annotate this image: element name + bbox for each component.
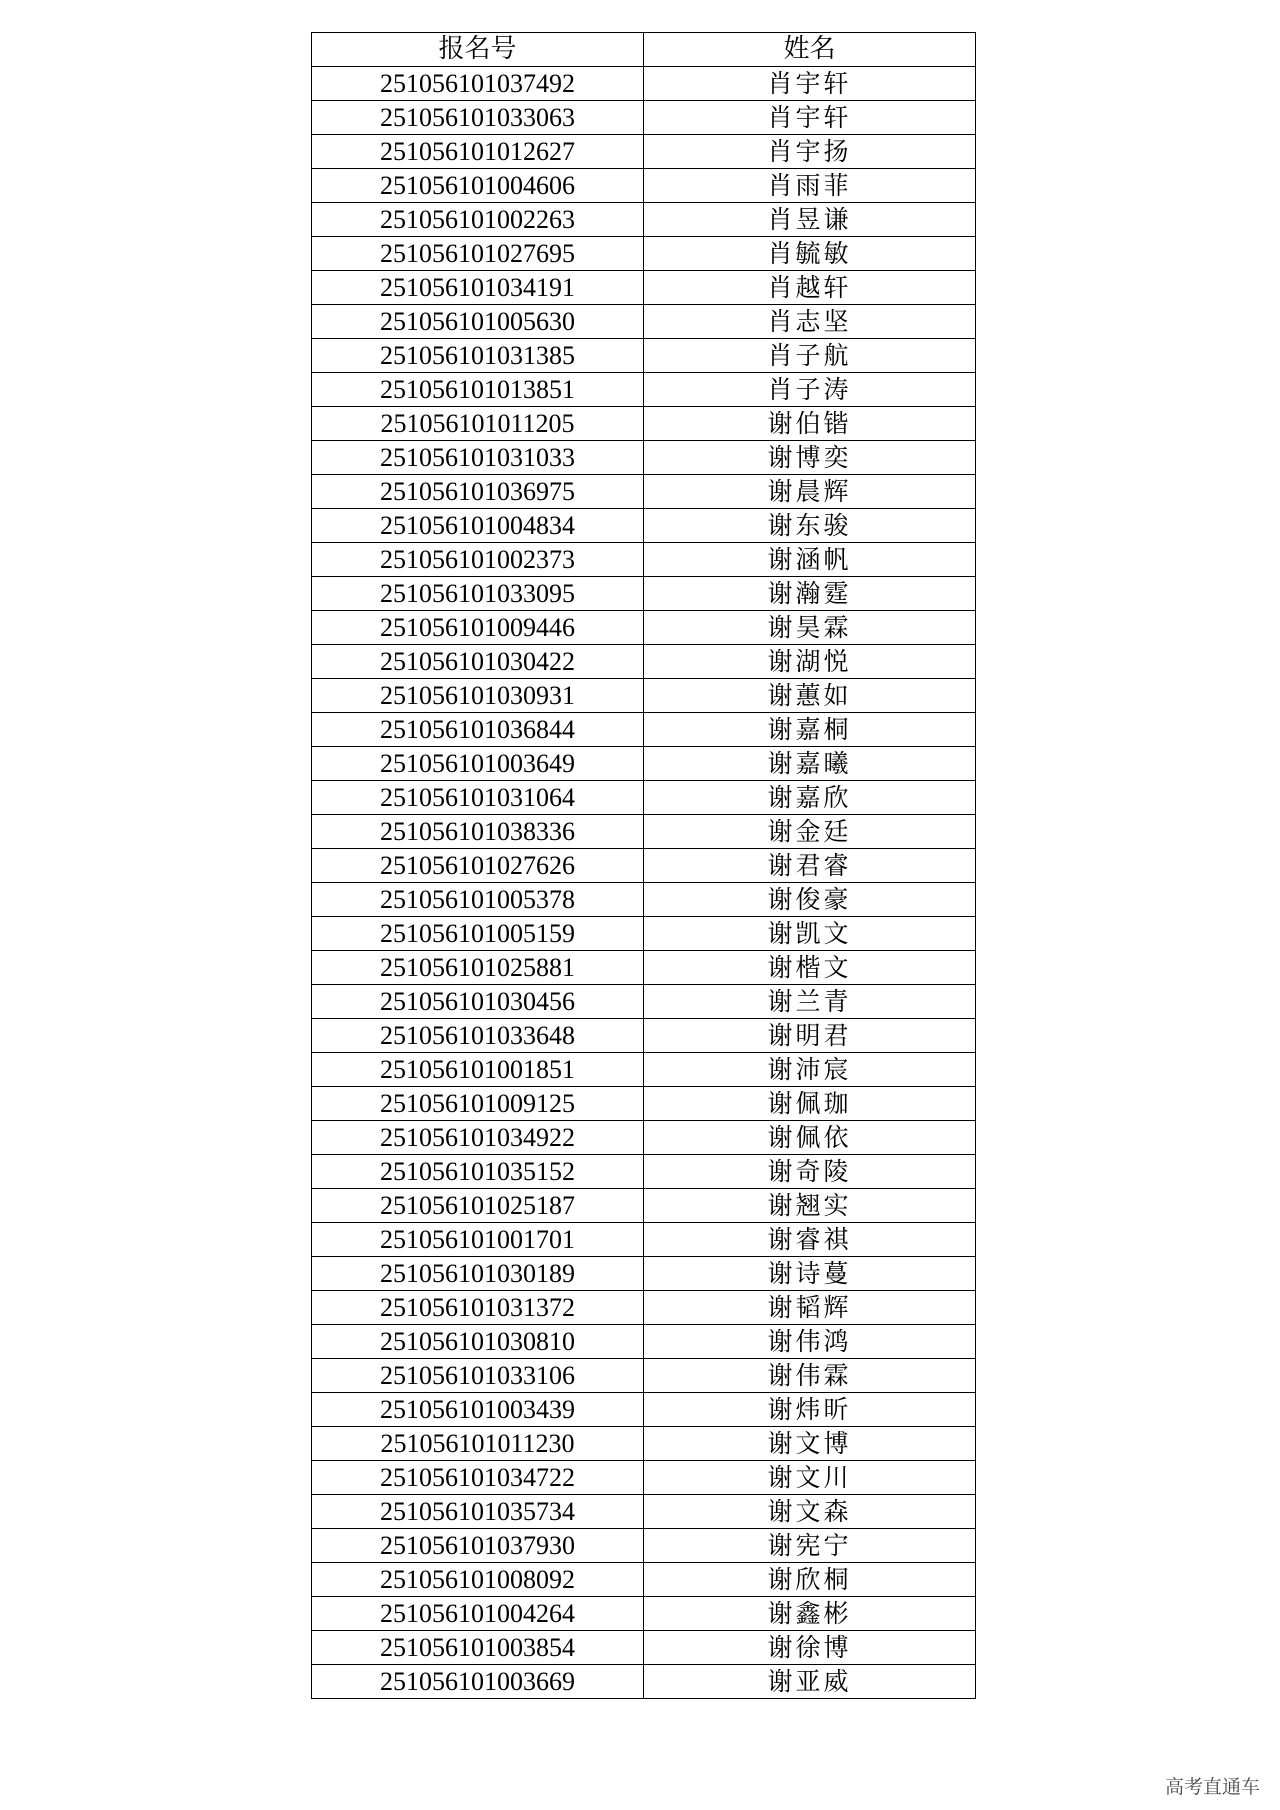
name-cell: 谢文川 [644,1461,976,1495]
name-cell: 谢翘实 [644,1189,976,1223]
table-row [312,1325,976,1359]
registration-number-cell: 251056101034191 [312,271,644,305]
table-row [312,849,976,883]
registration-number-cell: 251056101003854 [312,1631,644,1665]
registration-number-cell: 251056101031033 [312,441,644,475]
name-cell: 肖越轩 [644,271,976,305]
registration-number-cell: 251056101031385 [312,339,644,373]
name-cell: 谢鑫彬 [644,1597,976,1631]
table-header-row [312,33,976,67]
registration-number-cell: 251056101003669 [312,1665,644,1699]
name-cell: 肖宇轩 [644,101,976,135]
table-row [312,407,976,441]
table-row [312,67,976,101]
registration-number-cell: 251056101030810 [312,1325,644,1359]
name-cell: 谢金廷 [644,815,976,849]
registration-number-cell: 251056101034922 [312,1121,644,1155]
name-cell: 谢诗蔓 [644,1257,976,1291]
registration-number-cell: 251056101005159 [312,917,644,951]
name-cell: 谢嘉曦 [644,747,976,781]
table-row [312,815,976,849]
name-cell: 谢文森 [644,1495,976,1529]
registration-number-cell: 251056101033648 [312,1019,644,1053]
table-row [312,305,976,339]
table-row [312,237,976,271]
registration-number-cell: 251056101025187 [312,1189,644,1223]
table-row [312,747,976,781]
registration-number-cell: 251056101037930 [312,1529,644,1563]
name-cell: 谢蕙如 [644,679,976,713]
table-row [312,1665,976,1699]
name-cell: 谢欣桐 [644,1563,976,1597]
name-cell: 谢楷文 [644,951,976,985]
registration-number-cell: 251056101003649 [312,747,644,781]
table-row [312,1495,976,1529]
name-cell: 谢徐博 [644,1631,976,1665]
name-cell: 谢嘉欣 [644,781,976,815]
watermark-text: 高考直通车 [1164,1776,1260,1798]
registration-number-cell: 251056101033095 [312,577,644,611]
registration-number-cell: 251056101011205 [312,407,644,441]
registration-number-cell: 251056101037492 [312,67,644,101]
name-cell: 谢昊霖 [644,611,976,645]
registration-number-cell: 251056101005378 [312,883,644,917]
table-row [312,679,976,713]
name-cell: 谢宪宁 [644,1529,976,1563]
name-cell: 肖雨菲 [644,169,976,203]
name-cell: 谢睿祺 [644,1223,976,1257]
table-row [312,1291,976,1325]
table-row [312,1155,976,1189]
name-cell: 肖子涛 [644,373,976,407]
name-cell: 肖志坚 [644,305,976,339]
table-row [312,339,976,373]
name-cell: 谢伯锴 [644,407,976,441]
table-row [312,1121,976,1155]
table-row [312,611,976,645]
table-row [312,1631,976,1665]
table-row [312,1393,976,1427]
name-cell: 谢涵帆 [644,543,976,577]
table-row [312,373,976,407]
registration-table [311,32,976,1699]
name-cell: 谢兰青 [644,985,976,1019]
table-row [312,985,976,1019]
registration-number-cell: 251056101035734 [312,1495,644,1529]
table-row [312,645,976,679]
table-body [312,67,976,1699]
table-row [312,271,976,305]
name-cell: 谢君睿 [644,849,976,883]
name-cell: 肖宇扬 [644,135,976,169]
registration-number-cell: 251056101004606 [312,169,644,203]
table-row [312,1427,976,1461]
table-row [312,1529,976,1563]
registration-number-cell: 251056101036844 [312,713,644,747]
registration-number-cell: 251056101027626 [312,849,644,883]
name-cell: 谢亚威 [644,1665,976,1699]
table-row [312,475,976,509]
registration-number-cell: 251056101038336 [312,815,644,849]
registration-number-cell: 251056101031064 [312,781,644,815]
registration-number-cell: 251056101008092 [312,1563,644,1597]
name-cell: 谢凯文 [644,917,976,951]
registration-number-cell: 251056101033063 [312,101,644,135]
registration-number-cell: 251056101030189 [312,1257,644,1291]
name-cell: 谢伟鸿 [644,1325,976,1359]
name-cell: 肖宇轩 [644,67,976,101]
name-cell: 谢奇陵 [644,1155,976,1189]
name-cell: 肖毓敏 [644,237,976,271]
registration-number-cell: 251056101011230 [312,1427,644,1461]
registration-number-cell: 251056101002263 [312,203,644,237]
registration-number-cell: 251056101002373 [312,543,644,577]
name-cell: 谢伟霖 [644,1359,976,1393]
table-row [312,1461,976,1495]
registration-number-cell: 251056101035152 [312,1155,644,1189]
registration-number-cell: 251056101030931 [312,679,644,713]
table-row [312,1257,976,1291]
name-cell: 谢嘉桐 [644,713,976,747]
table-row [312,543,976,577]
table-row [312,713,976,747]
table-row [312,169,976,203]
name-cell: 谢佩珈 [644,1087,976,1121]
name-cell: 谢韬辉 [644,1291,976,1325]
name-cell: 谢炜昕 [644,1393,976,1427]
name-cell: 肖子航 [644,339,976,373]
registration-number-cell: 251056101003439 [312,1393,644,1427]
registration-number-cell: 251056101030456 [312,985,644,1019]
registration-number-cell: 251056101030422 [312,645,644,679]
name-cell: 谢博奕 [644,441,976,475]
registration-number-cell: 251056101001701 [312,1223,644,1257]
table-row [312,1019,976,1053]
table-row [312,101,976,135]
table-row [312,1359,976,1393]
table-row [312,135,976,169]
registration-number-cell: 251056101036975 [312,475,644,509]
registration-number-cell: 251056101033106 [312,1359,644,1393]
table-row [312,441,976,475]
registration-number-cell: 251056101034722 [312,1461,644,1495]
table-row [312,781,976,815]
table-row [312,1053,976,1087]
table-row [312,1189,976,1223]
registration-number-cell: 251056101025881 [312,951,644,985]
name-cell: 谢东骏 [644,509,976,543]
table-row [312,509,976,543]
table-row [312,1087,976,1121]
registration-number-cell: 251056101031372 [312,1291,644,1325]
name-cell: 谢文博 [644,1427,976,1461]
registration-number-cell: 251056101027695 [312,237,644,271]
table-row [312,1597,976,1631]
registration-number-cell: 251056101013851 [312,373,644,407]
registration-number-cell: 251056101001851 [312,1053,644,1087]
registration-number-cell: 251056101005630 [312,305,644,339]
name-cell: 谢瀚霆 [644,577,976,611]
name-cell: 谢湖悦 [644,645,976,679]
table-row [312,577,976,611]
table-row [312,1563,976,1597]
table-row [312,883,976,917]
table-row [312,1223,976,1257]
name-cell: 谢晨辉 [644,475,976,509]
registration-number-cell: 251056101009446 [312,611,644,645]
table-row [312,951,976,985]
registration-number-cell: 251056101012627 [312,135,644,169]
name-cell: 谢明君 [644,1019,976,1053]
table-row [312,917,976,951]
name-cell: 谢沛宸 [644,1053,976,1087]
name-cell: 谢俊豪 [644,883,976,917]
table-row [312,203,976,237]
registration-number-cell: 251056101004264 [312,1597,644,1631]
header-registration-number: 报名号 [312,33,644,67]
header-name: 姓名 [644,33,976,67]
name-cell: 肖昱谦 [644,203,976,237]
name-cell: 谢佩依 [644,1121,976,1155]
registration-number-cell: 251056101009125 [312,1087,644,1121]
registration-number-cell: 251056101004834 [312,509,644,543]
